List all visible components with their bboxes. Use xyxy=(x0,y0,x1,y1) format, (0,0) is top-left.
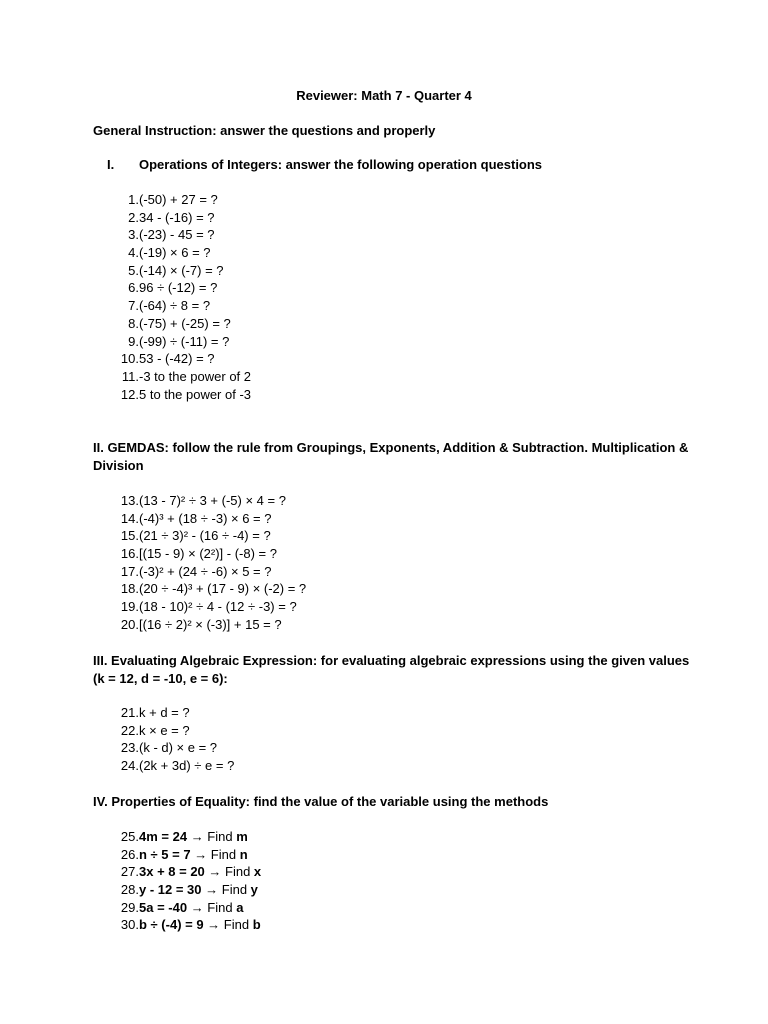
section-3-list xyxy=(114,704,235,775)
variable: y xyxy=(250,882,258,898)
find-label: → Find xyxy=(187,899,237,915)
list-item: 8. (-75) + (-25) = ? xyxy=(128,315,231,331)
list-item: 9. (-99) ÷ (-11) = ? xyxy=(128,333,230,349)
list-item: 6. 96 ÷ (-12) = ? xyxy=(128,280,218,296)
section-3-heading: III. Evaluating Algebraic Expression: for evaluating algebraic expressions using the given values (k = 12, d = -10, e = 6): xyxy=(93,653,690,686)
general-instruction: General Instruction: answer the questions and properly xyxy=(93,123,436,138)
section-1-heading: Operations of Integers: answer the following operation questions xyxy=(139,157,543,172)
variable: n xyxy=(239,846,248,862)
find-label: → Find xyxy=(190,846,240,862)
list-item: 24. (2k + 3d) ÷ e = ? xyxy=(120,758,235,774)
list-item: 26. n ÷ 5 = 7 → Find n xyxy=(120,846,248,862)
section-1-number: I. xyxy=(107,157,115,172)
equation: 4m = 24 xyxy=(139,829,188,844)
variable: a xyxy=(236,899,244,915)
variable: m xyxy=(236,829,248,844)
list-item: 17. (-3)² + (24 ÷ -6) × 5 = ? xyxy=(120,563,272,579)
section-2-heading: II. GEMDAS: follow the rule from Groupings, Exponents, Addition & Subtraction. Multiplication & Division xyxy=(93,440,689,473)
list-item: 13. (13 - 7)² ÷ 3 + (-5) × 4 = ? xyxy=(120,493,286,508)
find-label: → Find xyxy=(201,882,251,898)
list-item: 2. 34 - (-16) = ? xyxy=(128,209,215,225)
list-item: 12. 5 to the power of -3 xyxy=(120,386,252,402)
find-label: → Find xyxy=(187,829,237,844)
list-item: 7. (-64) ÷ 8 = ? xyxy=(128,298,211,314)
equation: y - 12 = 30 xyxy=(139,882,202,898)
section-4-heading: IV. Properties of Equality: find the value of the variable using the methods xyxy=(93,794,549,809)
list-item: 11. -3 to the power of 2 xyxy=(121,368,252,384)
list-item: 10. 53 - (-42) = ? xyxy=(120,351,215,367)
list-item: 1. (-50) + 27 = ? xyxy=(128,192,218,207)
list-item: 15. (21 ÷ 3)² - (16 ÷ -4) = ? xyxy=(120,528,271,544)
find-label: → Find xyxy=(203,917,253,933)
section-1-list xyxy=(114,191,252,403)
list-item: 16. [(15 - 9) × (2²)] - (-8) = ? xyxy=(120,546,277,562)
equation: 3x + 8 = 20 xyxy=(139,864,205,880)
list-item: 5. (-14) × (-7) = ? xyxy=(128,262,224,278)
list-item: 23. (k - d) × e = ? xyxy=(120,740,218,756)
page-title: Reviewer: Math 7 - Quarter 4 xyxy=(296,88,472,103)
list-item: 28. y - 12 = 30 → Find y xyxy=(120,882,258,898)
find-label: → Find xyxy=(204,864,254,880)
equation: n ÷ 5 = 7 xyxy=(139,846,191,862)
equation: b ÷ (-4) = 9 xyxy=(139,917,204,933)
section-2-list xyxy=(114,492,307,634)
list-item: 18. (20 ÷ -4)³ + (17 - 9) × (-2) = ? xyxy=(120,581,307,597)
variable: b xyxy=(252,917,261,933)
list-item: 3. (-23) - 45 = ? xyxy=(128,227,215,243)
list-item: 30. b ÷ (-4) = 9 → Find b xyxy=(120,917,261,933)
section-4-list xyxy=(114,828,262,934)
list-item: 19. (18 - 10)² ÷ 4 - (12 ÷ -3) = ? xyxy=(120,599,297,615)
list-item: 21. k + d = ? xyxy=(120,705,190,720)
list-item: 29. 5a = -40 → Find a xyxy=(120,899,244,915)
list-item: 20. [(16 ÷ 2)² × (-3)] + 15 = ? xyxy=(120,616,282,632)
list-item: 14. (-4)³ + (18 ÷ -3) × 6 = ? xyxy=(120,510,272,526)
variable: x xyxy=(253,864,262,880)
list-item: 27. 3x + 8 = 20 → Find x xyxy=(120,864,262,880)
equation: 5a = -40 xyxy=(139,899,188,915)
list-item: 22. k × e = ? xyxy=(120,722,190,738)
list-item: 25. 4m = 24 → Find m xyxy=(120,829,248,844)
list-item: 4. (-19) × 6 = ? xyxy=(128,245,211,261)
